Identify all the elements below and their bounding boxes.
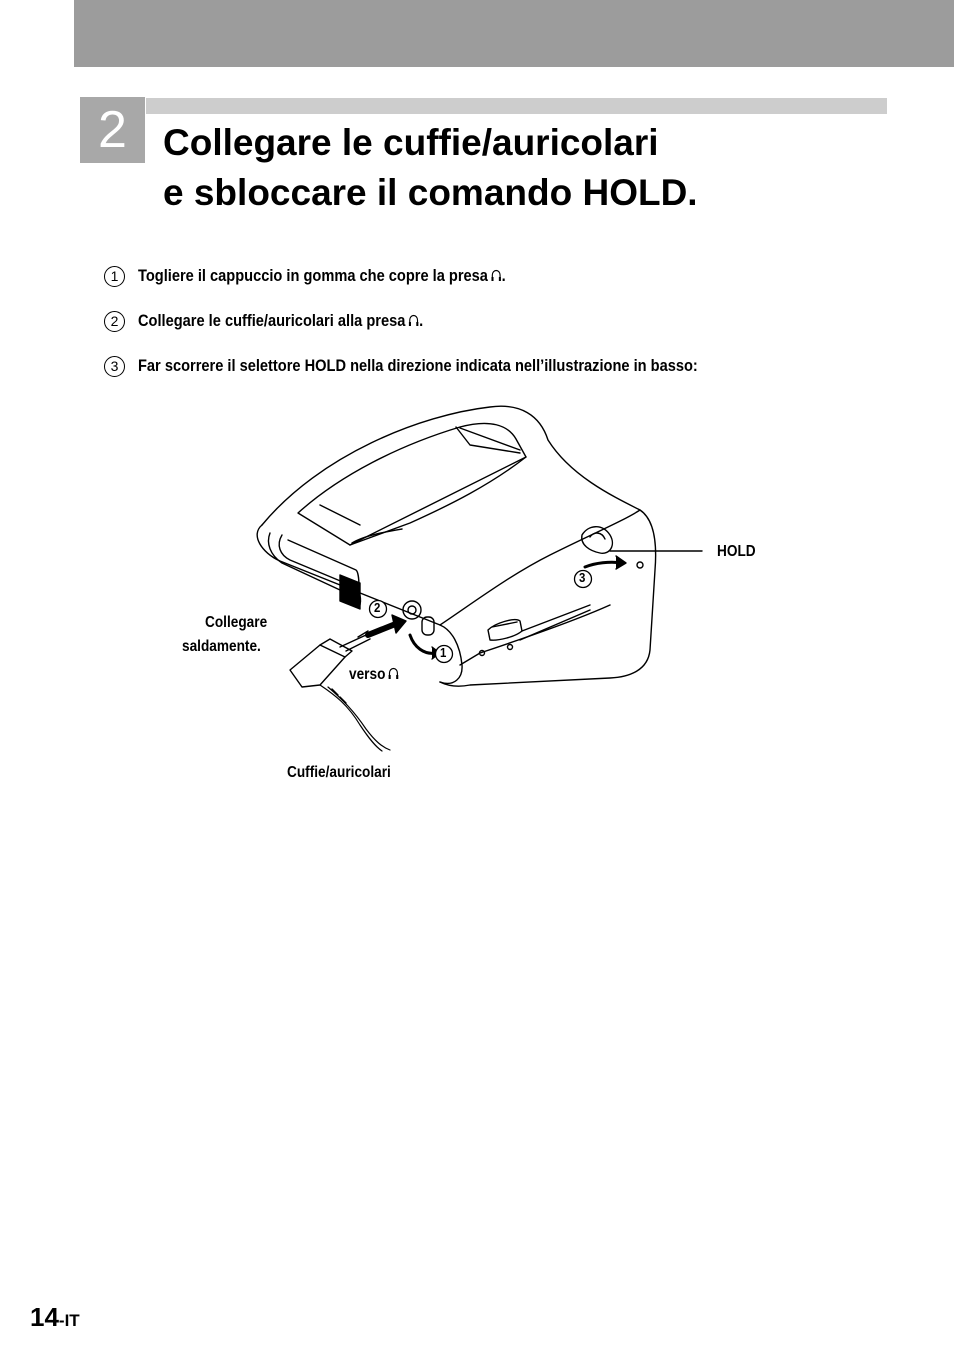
page-title [163,118,698,218]
headphones-icon [408,313,419,327]
instruction-trail: . [419,311,424,330]
step-number-box [80,97,145,163]
instruction-text: Collegare le cuffie/auricolari alla presa [138,311,406,330]
instruction-list [104,262,924,397]
step-marker: 1 [104,266,125,287]
title-rule [146,98,887,114]
step-marker: 3 [104,356,125,377]
instruction-text: Far scorrere il selettore HOLD nella direzione indicata nell’illustrazione in basso: [138,356,698,375]
header-band [74,0,954,67]
verso-label: verso [349,666,399,684]
instruction-item [104,262,924,290]
device-illustration [170,395,790,815]
title-line-2: e sbloccare il comando HOLD. [163,172,698,213]
hold-label: HOLD [717,543,756,560]
instruction-item [104,352,924,380]
headphones-icon [388,666,399,680]
step-marker: 2 [104,311,125,332]
callout-1-label: 1 [440,645,447,660]
md-player-drawing [170,395,790,815]
callout-3-label: 3 [579,570,586,585]
headphones-label: Cuffie/auricolari [287,764,391,781]
instruction-trail: . [501,266,506,285]
step-number: 2 [98,101,127,159]
headphones-icon [490,268,501,282]
instruction-text: Togliere il cappuccio in gomma che copre la presa [138,266,488,285]
instruction-item [104,307,924,335]
connect-label-line-1: Collegare [205,614,268,631]
connect-label-line-2: saldamente. [182,638,261,655]
callout-2-label: 2 [374,600,381,615]
title-line-1: Collegare le cuffie/auricolari [163,122,659,163]
page-number: 14-IT [30,1302,80,1332]
